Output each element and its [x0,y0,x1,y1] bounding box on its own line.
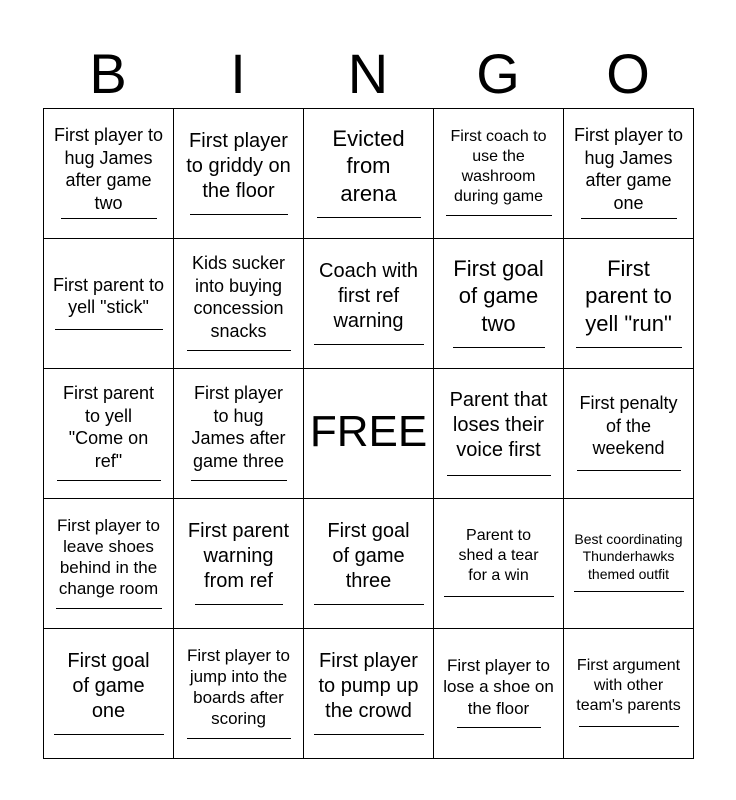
header-letter-b: B [89,42,127,105]
cell-blank-line [191,480,287,481]
cell-blank-line [187,738,291,739]
header-letter-g: G [476,42,520,105]
bingo-cell-r2c5[interactable] [564,239,694,369]
cell-text: First player to jump into the boards after scoring [187,645,290,729]
cell-text: First penalty of the weekend [579,393,678,459]
cell-text: Coach with first ref warning [319,259,418,332]
bingo-cell-r1c5[interactable] [564,109,694,239]
cell-blank-line [457,727,541,728]
bingo-cell-r2c4[interactable] [434,239,564,369]
cell-blank-line [190,214,288,215]
cell-blank-line [453,347,545,348]
header-letter-i: I [230,42,246,105]
cell-text: First argument with other team's parents [576,657,681,714]
header-letter-o: O [606,42,650,105]
bingo-cell-r4c3[interactable] [304,499,434,629]
cell-text: First player to lose a shoe on the floor [443,656,554,718]
cell-text: First player to hug James after game two [53,125,164,213]
cell-blank-line [195,604,283,605]
cell-blank-line [579,726,679,727]
cell-blank-line [317,217,421,218]
cell-text: First goal of game three [327,519,410,592]
cell-blank-line [444,596,554,597]
bingo-cell-r4c5[interactable] [564,499,694,629]
cell-blank-line [576,347,682,348]
cell-text: First coach to use the washroom during game [450,128,547,205]
free-space-label: FREE [309,406,428,456]
bingo-cell-r5c3[interactable] [304,629,434,759]
cell-blank-line [447,475,551,476]
cell-blank-line [54,734,164,735]
bingo-cell-r5c2[interactable] [174,629,304,759]
cell-text: First player to pump up the crowd [318,649,419,722]
bingo-cell-r4c2[interactable] [174,499,304,629]
cell-text: First parent to yell "Come on ref" [62,383,155,471]
bingo-header [43,40,693,108]
cell-blank-line [187,350,291,351]
bingo-cell-r1c4[interactable] [434,109,564,239]
header-letter-n: N [347,42,389,105]
bingo-board [43,108,694,759]
cell-text: Kids sucker into buying concession snacks [191,253,286,341]
bingo-cell-r5c5[interactable] [564,629,694,759]
bingo-cell-r3c5[interactable] [564,369,694,499]
cell-text: First player to hug James after game three [191,383,286,471]
cell-text: First goal of game one [67,649,150,722]
cell-blank-line [314,734,424,735]
bingo-cell-r4c1[interactable] [44,499,174,629]
free-space[interactable] [304,369,434,499]
cell-text: First goal of game two [453,255,544,336]
cell-blank-line [574,591,684,592]
cell-text: First player to griddy on the floor [186,129,291,202]
bingo-cell-r2c3[interactable] [304,239,434,369]
cell-blank-line [314,604,424,605]
bingo-cell-r1c1[interactable] [44,109,174,239]
bingo-cell-r1c3[interactable] [304,109,434,239]
cell-blank-line [61,218,157,219]
cell-text: Best coordinating Thunderhawks themed outfit [574,530,683,582]
bingo-cell-r4c4[interactable] [434,499,564,629]
cell-text: First player to hug James after game one [573,125,684,213]
cell-blank-line [314,344,424,345]
bingo-cell-r3c2[interactable] [174,369,304,499]
bingo-cell-r1c2[interactable] [174,109,304,239]
cell-text: First player to leave shoes behind in the change room [57,515,160,599]
cell-text: Parent that loses their voice first [449,388,548,461]
cell-text: First parent to yell "stick" [52,274,165,317]
cell-blank-line [446,215,552,216]
cell-blank-line [56,608,162,609]
cell-text: Parent to shed a tear for a win [458,527,539,584]
cell-text: First parent warning from ref [187,519,290,592]
bingo-cell-r2c2[interactable] [174,239,304,369]
bingo-cell-r5c4[interactable] [434,629,564,759]
cell-text: First parent to yell "run" [585,255,672,336]
bingo-cell-r3c1[interactable] [44,369,174,499]
cell-blank-line [57,480,161,481]
bingo-cell-r2c1[interactable] [44,239,174,369]
bingo-cell-r5c1[interactable] [44,629,174,759]
cell-blank-line [581,218,677,219]
cell-blank-line [55,329,163,330]
cell-text: Evicted from arena [332,125,405,206]
bingo-cell-r3c4[interactable] [434,369,564,499]
cell-blank-line [577,470,681,471]
